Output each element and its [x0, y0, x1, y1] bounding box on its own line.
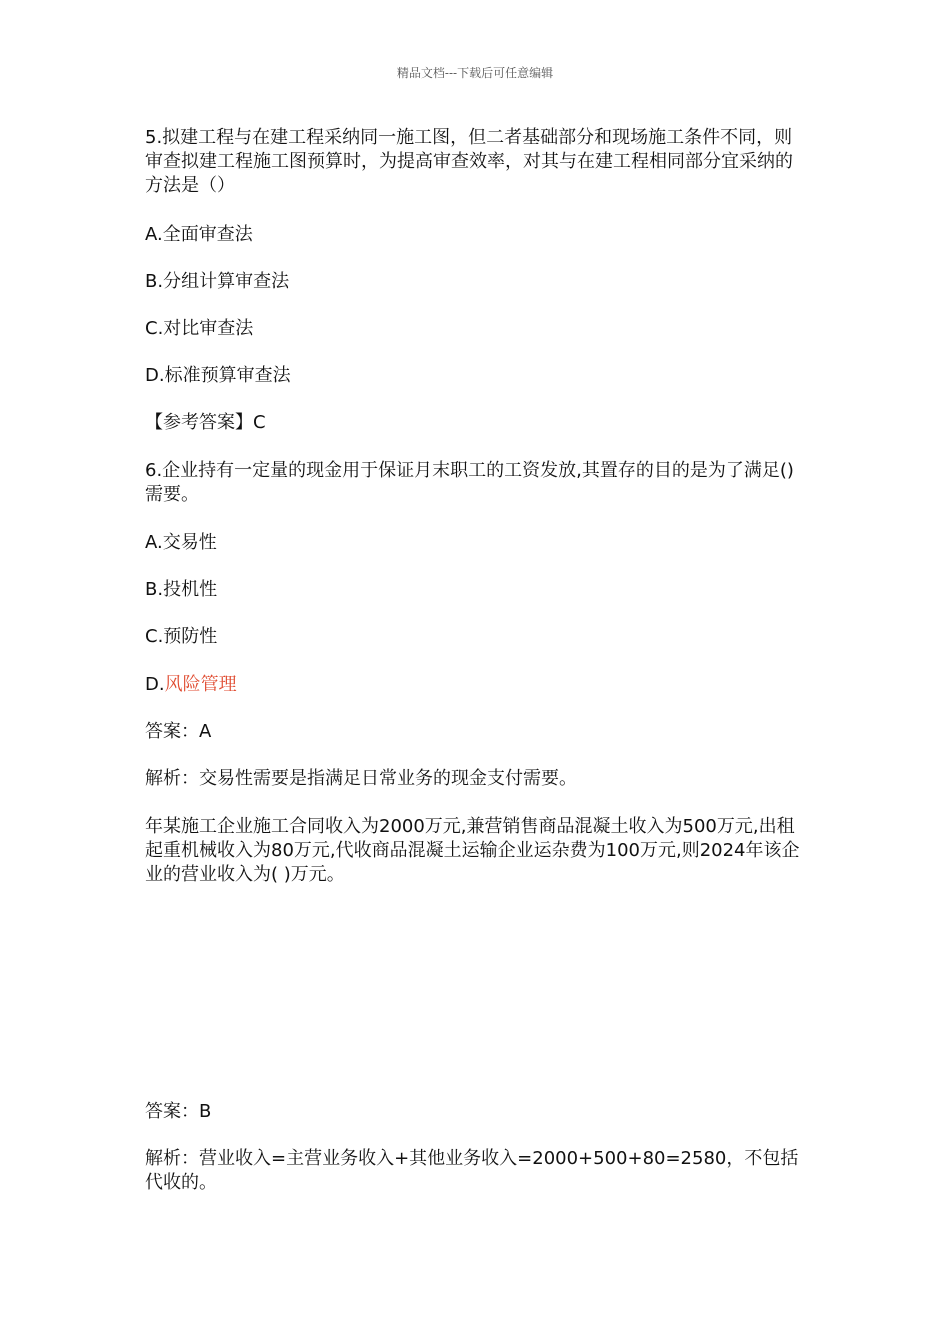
question-6-analysis: 解析：交易性需要是指满足日常业务的现金支付需要。	[145, 768, 577, 789]
question-6-option-b: B.投机性	[145, 579, 218, 600]
question-7-analysis: 解析：营业收入=主营业务收入+其他业务收入=2000+500+80=2580，不包括代收的。	[145, 1148, 799, 1193]
question-6-option-d-prefix: D.	[145, 674, 165, 695]
question-6-text: 6.企业持有一定量的现金用于保证月末职工的工资发放,其置存的目的是为了满足()需要。	[145, 460, 794, 505]
question-5-text: 5.拟建工程与在建工程采纳同一施工图，但二者基础部分和现场施工条件不同，则审查拟建工程施工图预算时，为提高审查效率，对其与在建工程相同部分宜采纳的方法是（）	[145, 127, 793, 196]
question-5-answer: 【参考答案】C	[145, 412, 266, 433]
question-6-answer: 答案：A	[145, 721, 212, 742]
question-5-option-a: A.全面审查法	[145, 224, 253, 245]
question-5-option-b: B.分组计算审查法	[145, 271, 290, 292]
question-5-option-c: C.对比审查法	[145, 318, 254, 339]
page-header: 精品文档---下载后可任意编辑	[396, 66, 554, 80]
question-6-option-c: C.预防性	[145, 626, 218, 647]
question-5-option-d: D.标准预算审查法	[145, 365, 291, 386]
question-6-option-a: A.交易性	[145, 532, 217, 553]
question-7-answer: 答案：B	[145, 1101, 212, 1122]
question-7-text: 年某施工企业施工合同收入为2000万元,兼营销售商品混凝土收入为500万元,出租起重机械收入为80万元,代收商品混凝土运输企业运杂费为100万元,则2024年该企业的营业收入为( )万元。	[145, 816, 800, 885]
question-6-option-d-highlight: 风险管理	[164, 674, 237, 695]
question-6-option-d	[145, 673, 810, 697]
